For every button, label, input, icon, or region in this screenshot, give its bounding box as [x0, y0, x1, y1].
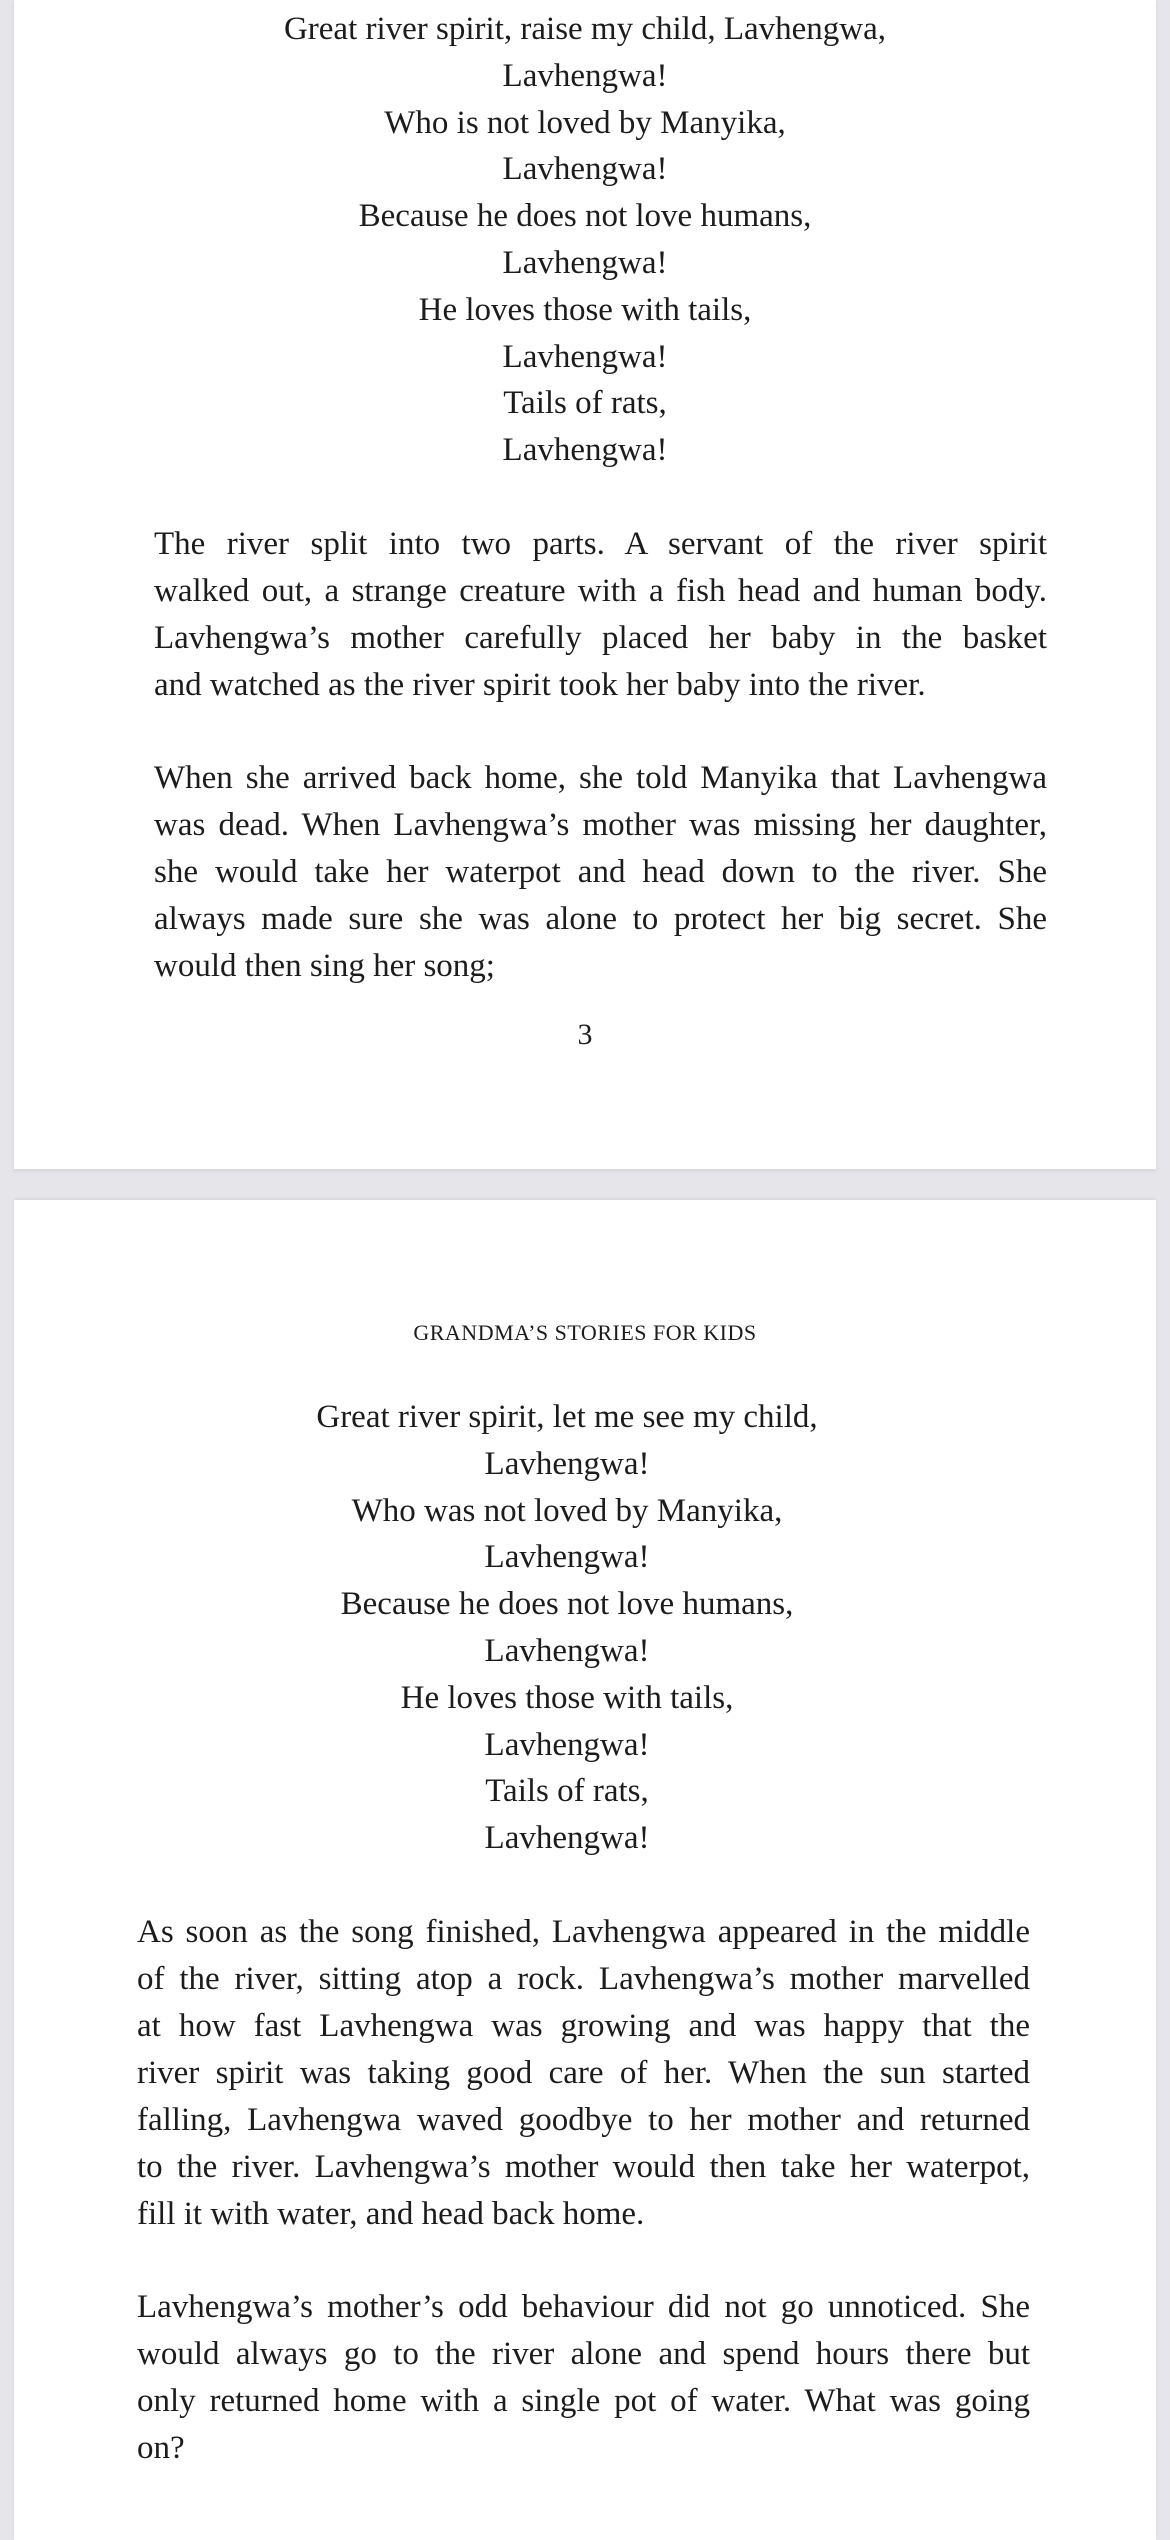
paragraph [137, 2284, 1030, 2472]
song-line: Lavhengwa! [484, 1632, 650, 1669]
paragraph [137, 1909, 1030, 2238]
song-line: Because he does not love humans, [340, 1586, 794, 1623]
paragraph-line: and watched as the river spirit took her baby into the river. [154, 667, 926, 703]
paragraph-line: on? [137, 2430, 185, 2466]
paragraph-line: would always go to the river alone and spend hours there but [137, 2336, 1030, 2372]
song-verse [0, 1394, 1138, 1862]
paragraph-line: always made sure she was alone to protect her big secret. She [154, 901, 1047, 937]
paragraph-line: river spirit was taking good care of her. When the sun started [137, 2055, 1030, 2091]
song-line: Tails of rats, [485, 1773, 649, 1810]
song-line: Great river spirit, let me see my child, [316, 1399, 818, 1435]
running-head: GRANDMA’S STORIES FOR KIDS [413, 1320, 757, 1345]
book-page-bottom [14, 1200, 1156, 2540]
book-page-top [14, 0, 1156, 1169]
paragraph-line: Lavhengwa’s mother carefully placed her baby in the basket [154, 620, 1047, 656]
page-number: 3 [577, 1018, 593, 1051]
paragraph-line: As soon as the song finished, Lavhengwa appeared in the middle [137, 1914, 1030, 1950]
song-line: Lavhengwa! [502, 432, 668, 469]
song-line: Tails of rats, [503, 385, 667, 422]
song-line: He loves those with tails, [400, 1679, 734, 1716]
song-line: Lavhengwa! [502, 151, 668, 188]
song-line: Who was not loved by Manyika, [351, 1492, 783, 1529]
paragraph-line: only returned home with a single pot of water. What was going [137, 2383, 1030, 2419]
song-line: Because he does not love humans, [358, 198, 812, 235]
song-line: Who is not loved by Manyika, [384, 104, 786, 141]
song-line: Lavhengwa! [502, 338, 668, 375]
song-line: Lavhengwa! [484, 1820, 650, 1857]
song-line: Lavhengwa! [502, 57, 668, 94]
paragraph-line: walked out, a strange creature with a fish head and human body. [154, 573, 1047, 609]
paragraph-line: at how fast Lavhengwa was growing and was happy that the [137, 2008, 1030, 2044]
paragraph-line: Lavhengwa’s mother’s odd behaviour did not go unnoticed. She [137, 2289, 1030, 2325]
paragraph [154, 755, 1047, 990]
song-line: Lavhengwa! [502, 244, 668, 281]
song-verse [14, 6, 1156, 474]
song-line: Lavhengwa! [484, 1726, 650, 1763]
paragraph-line: to the river. Lavhengwa’s mother would then take her waterpot, [137, 2149, 1030, 2185]
song-line: Lavhengwa! [484, 1445, 650, 1482]
paragraph [154, 521, 1047, 709]
paragraph-line: falling, Lavhengwa waved goodbye to her mother and returned [137, 2102, 1030, 2138]
paragraph-line: When she arrived back home, she told Manyika that Lavhengwa [154, 760, 1047, 796]
paragraph-line: of the river, sitting atop a rock. Lavhengwa’s mother marvelled [137, 1961, 1030, 1997]
paragraph-line: fill it with water, and head back home. [137, 2196, 645, 2232]
paragraph-line: she would take her waterpot and head down to the river. She [154, 854, 1047, 890]
paragraph-line: was dead. When Lavhengwa’s mother was missing her daughter, [154, 807, 1047, 843]
paragraph-line: would then sing her song; [154, 948, 495, 984]
song-line: Great river spirit, raise my child, Lavhengwa, [283, 11, 887, 47]
song-line: He loves those with tails, [418, 291, 752, 328]
song-line: Lavhengwa! [484, 1539, 650, 1576]
paragraph-line: The river split into two parts. A servant of the river spirit [154, 526, 1047, 562]
